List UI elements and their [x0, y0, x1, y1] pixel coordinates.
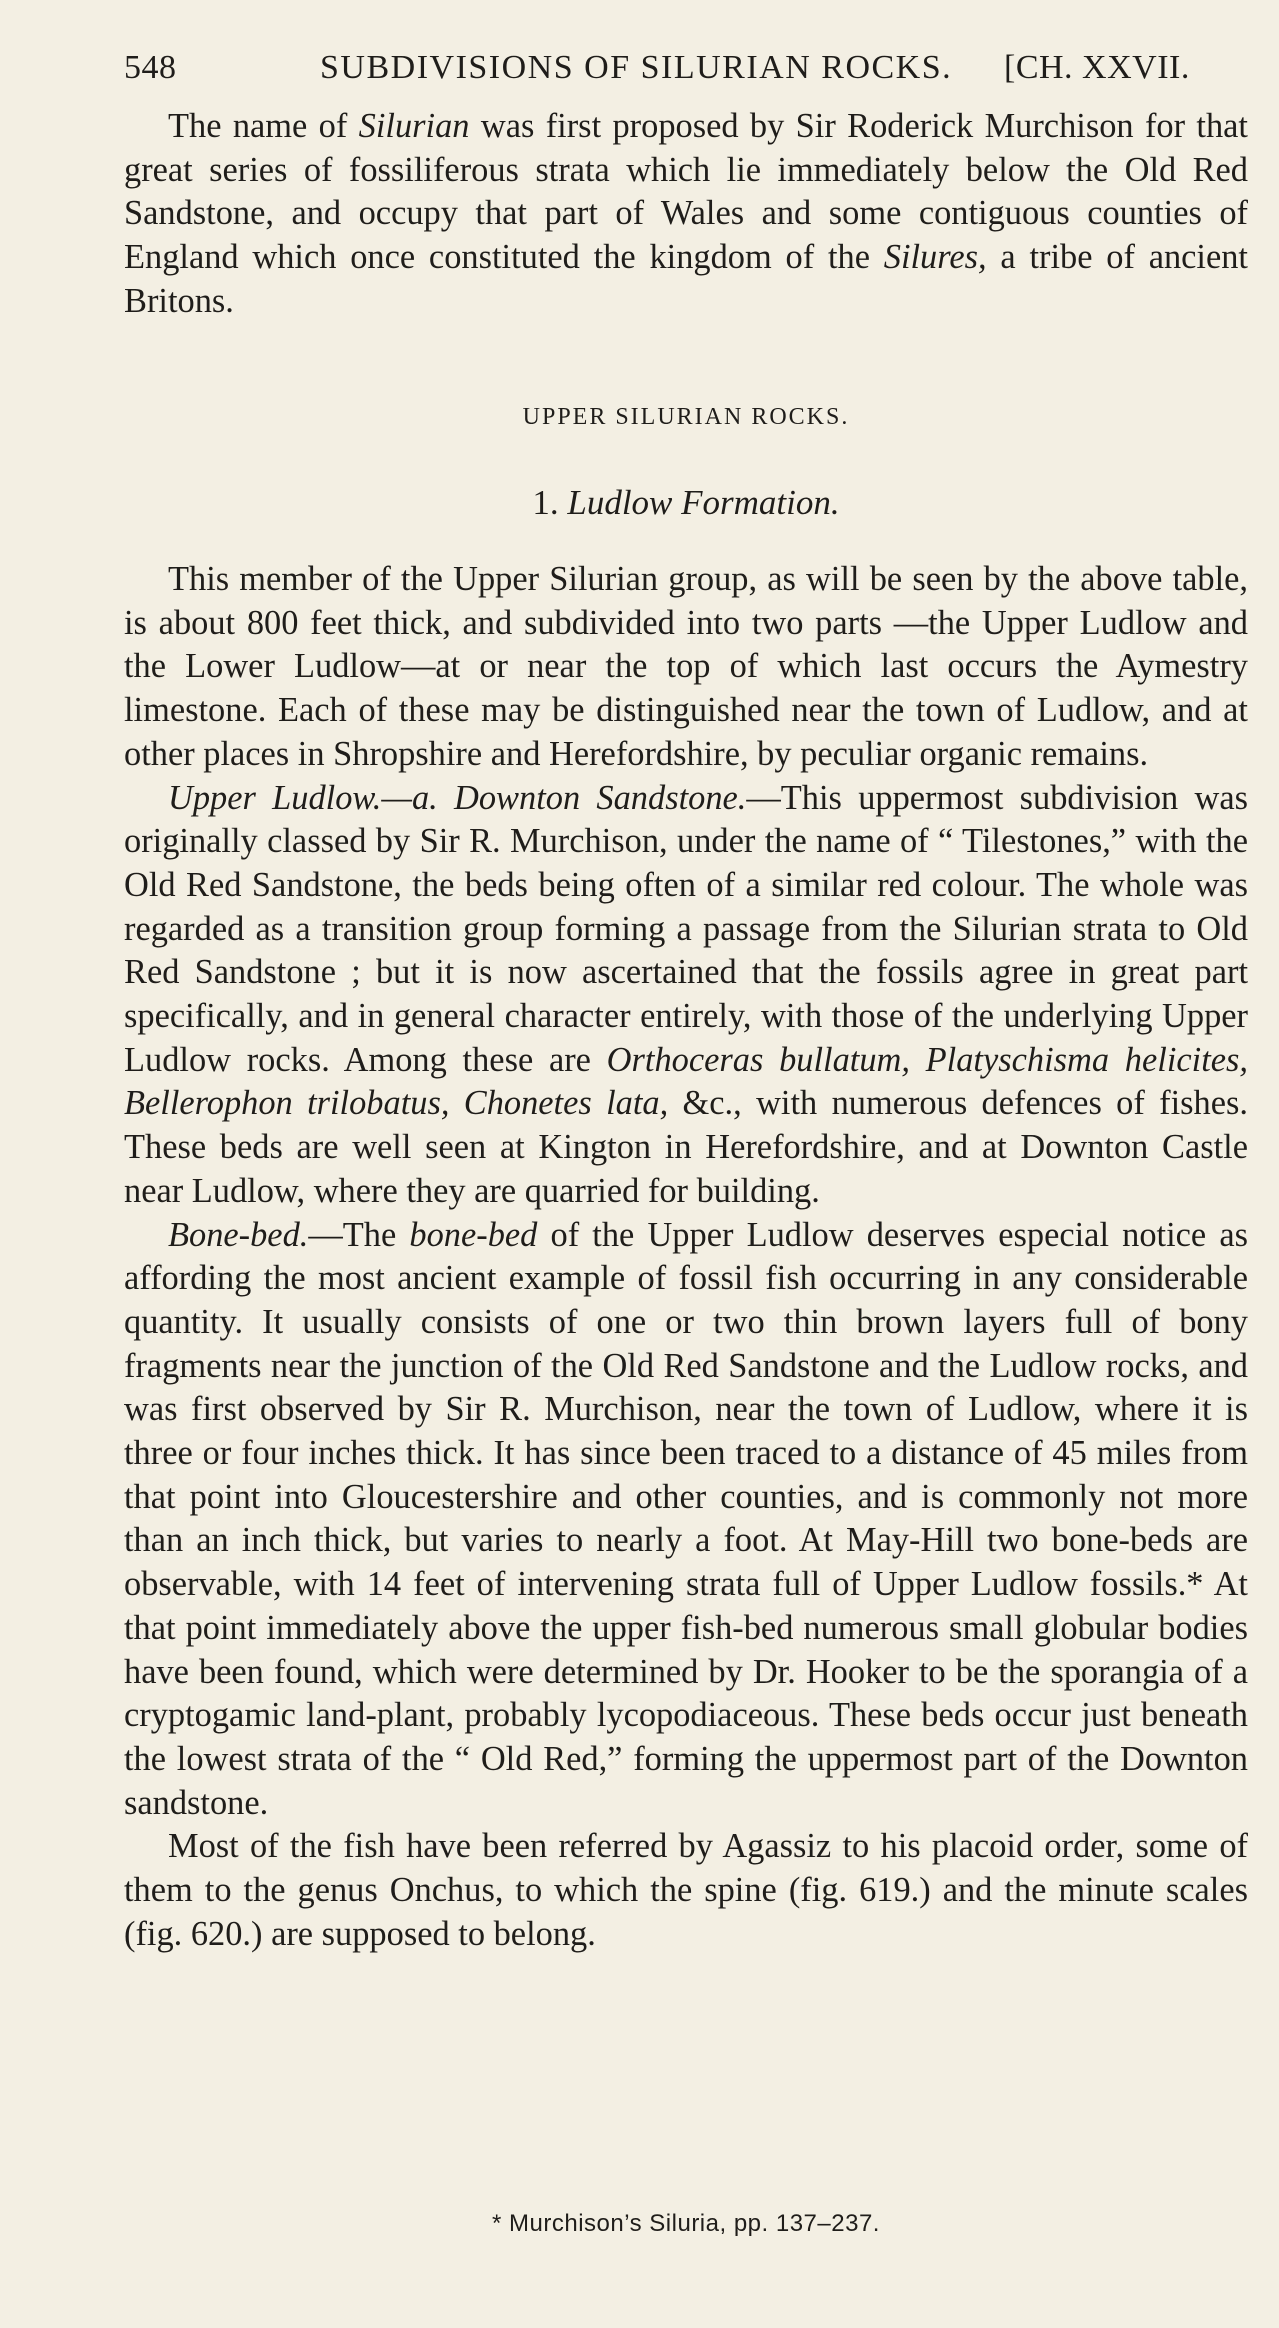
subsection-heading [124, 480, 1248, 526]
fossil-names: Orthoceras bullatum, Platyschisma helicites, Bellerophon trilobatus, Chonetes lata, [124, 1040, 1248, 1123]
ludlow-body [124, 558, 1248, 1957]
ludlow-text: This member of the Upper Silurian group, as will be seen by the above table, is about 800 feet thick, and subdivided into two parts —the Upper Ludlow and the Lower Ludlow—at or near the top of which last occurs the Aymestry limestone. Each of these may be distinguished near the town of Ludlow, and at other places in Shropshire and Herefordshire, by peculiar organic remains. [124, 560, 1248, 773]
chapter-label: [CH. XXVII. [1004, 49, 1190, 86]
term-silures: Silures, [883, 238, 987, 277]
subsection-number: 1. [532, 483, 568, 522]
term-silurian: Silurian [358, 107, 470, 145]
fish-text: Most of the fish have been referred by Agassiz to his placoid order, some of them to the genus Onchus, to which the spine (fig. 619.) and the minute scales (fig. 620.) are supposed to belong. [124, 1827, 1248, 1953]
running-head [124, 46, 1274, 90]
fish-paragraph [124, 1825, 1248, 1956]
running-title: SUBDIVISIONS OF SILURIAN ROCKS. [320, 49, 953, 86]
intro-paragraph [124, 105, 1248, 324]
ludlow-paragraph [124, 558, 1248, 777]
upper-ludlow-text-2: &c., with numerous defences of fishes. These beds are well seen at Kington in Herefordshire, and at Downton Castle near Ludlow, where they are quarried for building. [124, 1084, 1248, 1210]
bone-bed-heading: Bone-bed. [168, 1215, 309, 1254]
intro-text-1: The name of [168, 107, 359, 145]
bone-bed-paragraph [124, 1214, 1248, 1826]
bone-bed-text-2: of the Upper Ludlow deserves especial notice as affording the most ancient example of fossil fish occurring in any considerable quantity. It usually consists of one or two thin brown layers full of bony fragments near the junction of the Old Red Sandstone and the Ludlow rocks, and was first observed by Sir R. Murchison, near the town of Ludlow, where it is three or four inches thick. It has since been traced to a distance of 45 miles from that point into Gloucestershire and other counties, and is commonly not more than an inch thick, but varies to nearly a foot. At May-Hill two bone-beds are observable, with 14 feet of intervening strata full of Upper Ludlow fossils.* At that point immediately above the upper fish-bed numerous small globular bodies have been found, which were determined by Dr. Hooker to be the sporangia of a cryptogamic land-plant, probably lycopodiaceous. These beds occur just beneath the lowest strata of the “ Old Red,” forming the uppermost part of the Downton sandstone. [124, 1215, 1248, 1822]
intro-text-2: was first proposed by Sir Roderick Murchison for that great series of fossiliferous strata which lie immediately below the Old Red Sandstone, and occupy that part of Wales and some contiguous counties of England which once constituted the kingdom of the [124, 107, 1248, 277]
subsection-title: Ludlow Formation. [567, 483, 840, 522]
upper-ludlow-heading: Upper Ludlow.—a. Downton Sandstone. [168, 778, 747, 817]
bone-bed-text-1: —The [308, 1215, 410, 1254]
upper-ludlow-text-1: —This uppermost subdivision was originally classed by Sir R. Murchison, under the name of “ Tilestones,” with the Old Red Sandstone, the beds being often of a similar red colour. The whole was regarded as a transition group forming a passage from the Silurian strata to Old Red Sandstone ; but it is now ascertained that the fossils agree in great part specifically, and in general character entirely, with those of the underlying Upper Ludlow rocks. Among these are [124, 778, 1248, 1079]
page-number: 548 [124, 49, 177, 86]
section-heading: UPPER SILURIAN ROCKS. [522, 404, 850, 430]
footnote: * Murchison’s Siluria, pp. 137–237. [492, 2210, 880, 2237]
bone-bed-term: bone-bed [409, 1215, 538, 1254]
upper-ludlow-paragraph [124, 777, 1248, 1214]
intro-text-3: a tribe of ancient Britons. [124, 238, 1248, 320]
